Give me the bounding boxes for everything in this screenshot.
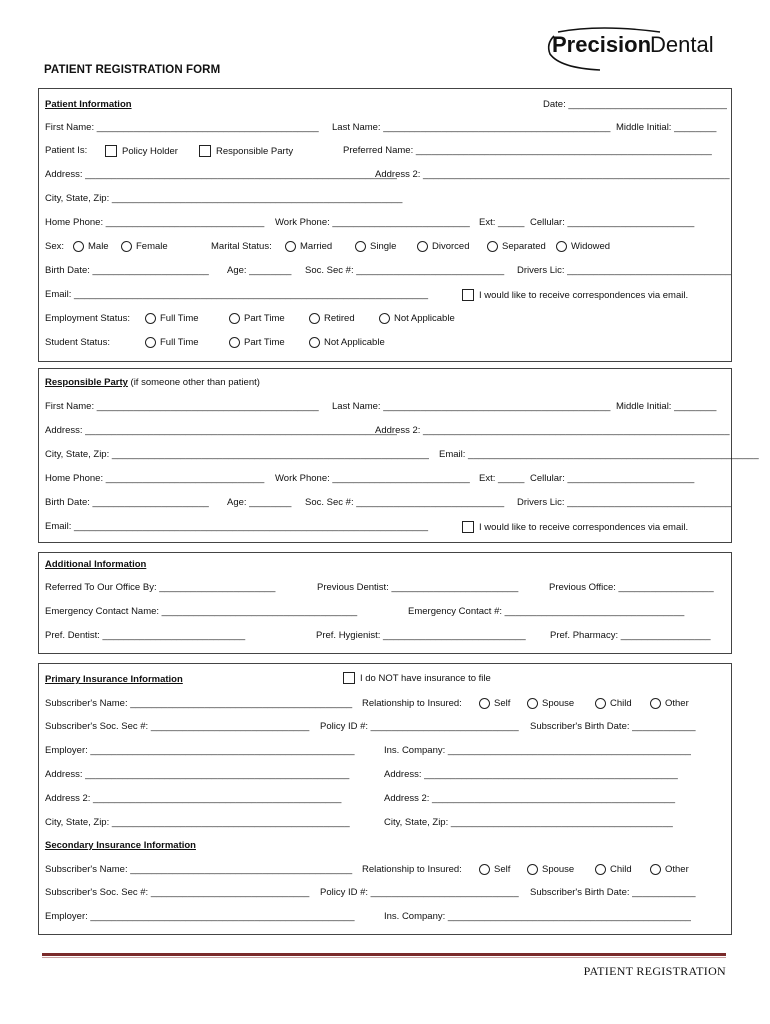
responsible-email-correspondence-option[interactable]: I would like to receive correspondences via email. [462,521,688,533]
divorced-option[interactable]: Divorced [417,241,470,252]
primary-other-option[interactable]: Other [650,698,689,709]
primary-subscriber-ssn-field[interactable]: Subscriber's Soc. Sec #: ______________________________ [45,721,310,732]
footer-rule-thin [42,957,726,958]
employment-not-applicable-option[interactable]: Not Applicable [379,313,455,324]
sex-female-option[interactable]: Female [121,241,168,252]
employment-status-label: Employment Status: [45,313,131,324]
primary-child-option[interactable]: Child [595,698,632,709]
employment-retired-option[interactable]: Retired [309,313,355,324]
primary-ins-address-2-field[interactable]: Address 2: ______________________________________________ [384,793,676,804]
student-part-time-option[interactable]: Part Time [229,337,285,348]
birth-date-field[interactable]: Birth Date: ______________________ [45,265,209,276]
employment-full-time-radio[interactable] [145,313,156,324]
student-full-time-radio[interactable] [145,337,156,348]
form-title: PATIENT REGISTRATION FORM [44,64,221,76]
secondary-ins-company-field[interactable]: Ins. Company: ______________________________________________ [384,911,691,922]
responsible-city-state-zip-field[interactable]: City, State, Zip: ____________________________________________________________ [45,449,429,460]
single-option[interactable]: Single [355,241,396,252]
additional-information-section [38,552,732,654]
responsible-first-name-field[interactable]: First Name: __________________________________________ [45,401,319,412]
additional-section-title: Additional Information [45,559,147,570]
precision-dental-logo [540,26,726,74]
divorced-radio[interactable] [417,241,428,252]
primary-self-radio[interactable] [479,698,490,709]
no-insurance-checkbox[interactable] [343,672,355,684]
single-radio[interactable] [355,241,366,252]
responsible-section-title: Responsible Party [45,377,128,388]
student-not-applicable-radio[interactable] [309,337,320,348]
responsible-email-field[interactable]: Email: ___________________________________________________________________ [45,521,429,532]
student-part-time-radio[interactable] [229,337,240,348]
secondary-other-option[interactable]: Other [650,864,689,875]
ext-field[interactable]: Ext: _____ [479,217,525,228]
primary-subscriber-birth-date-field[interactable]: Subscriber's Birth Date: ____________ [530,721,696,732]
secondary-other-radio[interactable] [650,864,661,875]
married-radio[interactable] [285,241,296,252]
primary-employer-field[interactable]: Employer: __________________________________________________ [45,745,355,756]
responsible-middle-initial-field[interactable]: Middle Initial: ________ [616,401,717,412]
secondary-policy-id-field[interactable]: Policy ID #: ____________________________ [320,887,519,898]
responsible-home-phone-field[interactable]: Home Phone: ______________________________ [45,473,265,484]
secondary-subscriber-birth-date-field[interactable]: Subscriber's Birth Date: ____________ [530,887,696,898]
secondary-self-radio[interactable] [479,864,490,875]
responsible-ext-field[interactable]: Ext: _____ [479,473,525,484]
emergency-contact-number-field[interactable]: Emergency Contact #: __________________________________ [408,606,685,617]
responsible-soc-sec-field[interactable]: Soc. Sec #: ____________________________ [305,497,505,508]
secondary-child-radio[interactable] [595,864,606,875]
logo-text-precision: Precision [552,32,652,57]
emergency-contact-name-field[interactable]: Emergency Contact Name: _____________________________________ [45,606,358,617]
email-correspondence-option[interactable]: I would like to receive correspondences via email. [462,289,688,301]
primary-address-2-field[interactable]: Address 2: _______________________________________________ [45,793,342,804]
student-not-applicable-option[interactable]: Not Applicable [309,337,385,348]
employment-retired-radio[interactable] [309,313,320,324]
age-field[interactable]: Age: ________ [227,265,292,276]
referred-by-field[interactable]: Referred To Our Office By: ______________________ [45,582,276,593]
responsible-last-name-field[interactable]: Last Name: ___________________________________________ [332,401,611,412]
responsible-section-subtitle: (if someone other than patient) [127,377,260,388]
responsible-email-correspondence-checkbox[interactable] [462,521,474,533]
first-name-field[interactable]: First Name: __________________________________________ [45,122,319,133]
address-2-field[interactable]: Address 2: __________________________________________________________ [375,169,730,180]
pref-dentist-field[interactable]: Pref. Dentist: ___________________________ [45,630,246,641]
responsible-party-section [38,368,759,543]
footer-rule [42,953,726,956]
pref-hygienist-field[interactable]: Pref. Hygienist: ___________________________ [316,630,526,641]
responsible-address-field[interactable]: Address: ___________________________________________________________ [45,425,397,436]
employment-full-time-option[interactable]: Full Time [145,313,199,324]
secondary-insurance-title: Secondary Insurance Information [45,840,196,851]
cellular-field[interactable]: Cellular: ________________________ [530,217,695,228]
email-correspondence-checkbox[interactable] [462,289,474,301]
patient-is-label: Patient Is: [45,145,88,156]
responsible-work-phone-field[interactable]: Work Phone: __________________________ [275,473,470,484]
responsible-age-field[interactable]: Age: ________ [227,497,292,508]
soc-sec-field[interactable]: Soc. Sec #: ____________________________ [305,265,505,276]
last-name-field[interactable]: Last Name: ___________________________________________ [332,122,611,133]
drivers-lic-field[interactable]: Drivers Lic: _______________________________ [517,265,731,276]
primary-relationship-label: Relationship to Insured: [362,698,462,709]
secondary-child-option[interactable]: Child [595,864,632,875]
employment-part-time-option[interactable]: Part Time [229,313,285,324]
middle-initial-field[interactable]: Middle Initial: ________ [616,122,717,133]
responsible-party-checkbox[interactable] [199,145,211,157]
student-full-time-option[interactable]: Full Time [145,337,199,348]
separated-option[interactable]: Separated [487,241,546,252]
footer-title: PATIENT REGISTRATION [583,964,726,978]
work-phone-field[interactable]: Work Phone: __________________________ [275,217,470,228]
sex-label: Sex: [45,241,65,252]
female-radio[interactable] [121,241,132,252]
primary-insurance-title: Primary Insurance Information [45,674,183,685]
logo-text-dental: Dental [650,32,714,57]
previous-office-field[interactable]: Previous Office: __________________ [549,582,714,593]
primary-spouse-option[interactable]: Spouse [527,698,574,709]
secondary-subscriber-name-field[interactable]: Subscriber's Name: __________________________________________ [45,864,353,875]
pref-pharmacy-field[interactable]: Pref. Pharmacy: _________________ [550,630,711,641]
city-state-zip-field[interactable]: City, State, Zip: _______________________________________________________ [45,193,403,204]
primary-spouse-radio[interactable] [527,698,538,709]
policy-holder-checkbox[interactable] [105,145,117,157]
employment-not-applicable-radio[interactable] [379,313,390,324]
primary-policy-id-field[interactable]: Policy ID #: ____________________________ [320,721,519,732]
widowed-option[interactable]: Widowed [556,241,610,252]
secondary-spouse-option[interactable]: Spouse [527,864,574,875]
primary-other-radio[interactable] [650,698,661,709]
marital-status-label: Marital Status: [211,241,272,252]
primary-child-radio[interactable] [595,698,606,709]
primary-ins-company-field[interactable]: Ins. Company: ______________________________________________ [384,745,691,756]
male-radio[interactable] [73,241,84,252]
preferred-name-field[interactable]: Preferred Name: ________________________________________________________ [343,145,712,156]
primary-address-field[interactable]: Address: __________________________________________________ [45,769,350,780]
primary-city-state-zip-field[interactable]: City, State, Zip: _____________________________________________ [45,817,350,828]
primary-ins-city-state-zip-field[interactable]: City, State, Zip: __________________________________________ [384,817,673,828]
previous-dentist-field[interactable]: Previous Dentist: ________________________ [317,582,519,593]
student-status-label: Student Status: [45,337,110,348]
policy-holder-option[interactable]: Policy Holder [105,145,178,157]
secondary-spouse-radio[interactable] [527,864,538,875]
no-insurance-option[interactable]: I do NOT have insurance to file [343,672,491,684]
responsible-party-option[interactable]: Responsible Party [199,145,293,157]
insurance-information-section [38,663,732,935]
responsible-section-heading [45,377,260,388]
secondary-employer-field[interactable]: Employer: __________________________________________________ [45,911,355,922]
primary-self-option[interactable]: Self [479,698,510,709]
responsible-cellular-field[interactable]: Cellular: ________________________ [530,473,695,484]
address-field[interactable]: Address: ___________________________________________________________ [45,169,397,180]
married-option[interactable]: Married [285,241,332,252]
date-field[interactable]: Date: ______________________________ [543,99,727,110]
separated-radio[interactable] [487,241,498,252]
responsible-address-2-field[interactable]: Address 2: __________________________________________________________ [375,425,730,436]
responsible-birth-date-field[interactable]: Birth Date: ______________________ [45,497,209,508]
secondary-relationship-label: Relationship to Insured: [362,864,462,875]
sex-male-option[interactable]: Male [73,241,109,252]
widowed-radio[interactable] [556,241,567,252]
home-phone-field[interactable]: Home Phone: ______________________________ [45,217,265,228]
patient-section-title: Patient Information [45,99,132,110]
patient-information-section [38,88,732,362]
responsible-drivers-lic-field[interactable]: Drivers Lic: _______________________________ [517,497,731,508]
responsible-email-field-upper[interactable]: Email: _______________________________________________________ [439,449,759,460]
email-field[interactable]: Email: ___________________________________________________________________ [45,289,429,300]
primary-ins-address-field[interactable]: Address: ________________________________________________ [384,769,678,780]
employment-part-time-radio[interactable] [229,313,240,324]
primary-subscriber-name-field[interactable]: Subscriber's Name: __________________________________________ [45,698,353,709]
secondary-self-option[interactable]: Self [479,864,510,875]
secondary-subscriber-ssn-field[interactable]: Subscriber's Soc. Sec #: ______________________________ [45,887,310,898]
